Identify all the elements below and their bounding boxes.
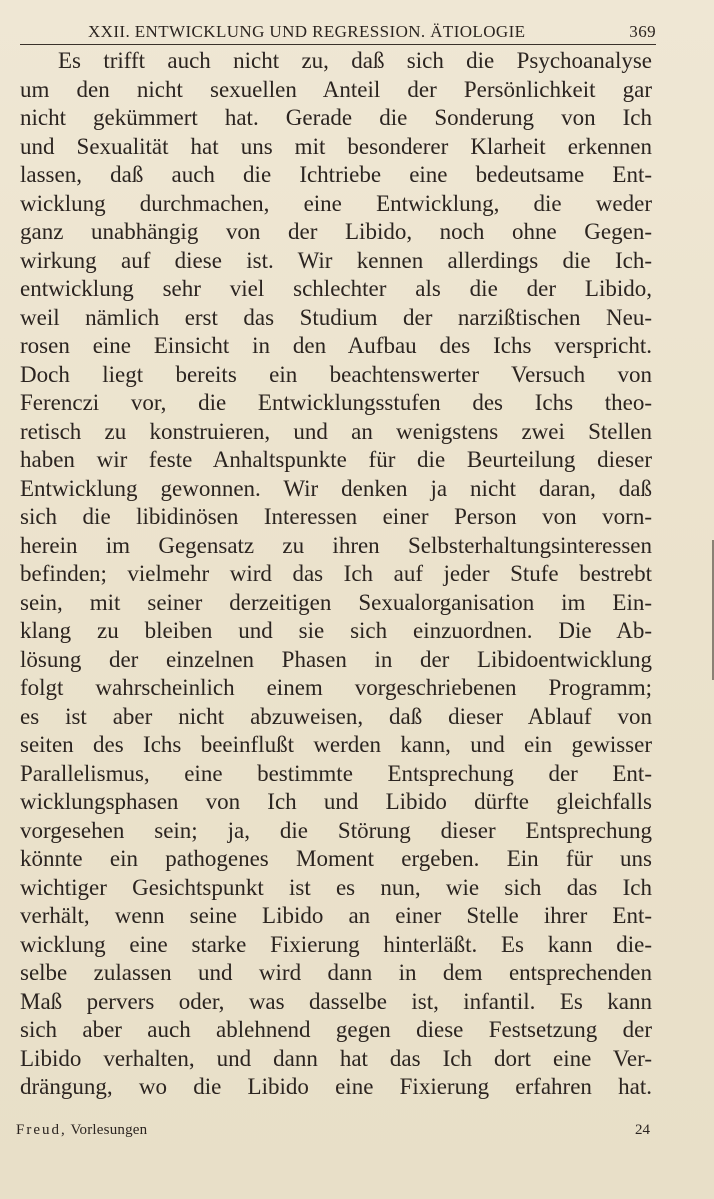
page-number: 369 — [629, 22, 656, 41]
text-line: nicht gekümmert hat. Gerade die Sonderung von Ich — [20, 105, 652, 130]
text-line: Maß pervers oder, was dasselbe ist, infantil. Es kann — [20, 988, 652, 1014]
text-line: ganz unabhängig von der Libido, noch ohne Gegen- — [20, 219, 652, 244]
text-line: weil nämlich erst das Studium der narzißtischen Neu- — [20, 304, 652, 330]
body-text — [20, 47, 652, 1102]
text-line: befinden; vielmehr wird das Ich auf jeder Stufe bestrebt — [20, 561, 652, 586]
page-footer — [16, 1122, 654, 1139]
text-line: Entwicklung gewonnen. Wir denken ja nicht daran, daß — [20, 475, 652, 501]
text-line: haben wir feste Anhaltspunkte für die Beurteilung dieser — [20, 447, 652, 472]
text-line: sich aber auch ablehnend gegen diese Festsetzung der — [20, 1017, 652, 1042]
text-line: sein, mit seiner derzeitigen Sexualorganisation im Ein- — [20, 589, 652, 615]
text-line: es ist aber nicht abzuweisen, daß dieser Ablauf von — [20, 703, 652, 729]
text-line: folgt wahrscheinlich einem vorgeschriebenen Programm; — [20, 675, 652, 700]
text-line: selbe zulassen und wird dann in dem entsprechenden — [20, 960, 652, 985]
text-line: retisch zu konstruieren, und an wenigstens zwei Stellen — [20, 418, 652, 444]
text-line: Doch liegt bereits ein beachtenswerter Versuch von — [20, 361, 652, 387]
text-line: klang zu bleiben und sie sich einzuordnen. Die Ab- — [20, 618, 652, 643]
text-line: lösung der einzelnen Phasen in der Libidoentwicklung — [20, 646, 652, 672]
text-line: Parallelismus, eine bestimmte Entsprechung der Ent- — [20, 760, 652, 786]
text-line: um den nicht sexuellen Anteil der Persönlichkeit gar — [20, 76, 652, 102]
text-line: herein im Gegensatz zu ihren Selbsterhaltungsinteressen — [20, 532, 652, 558]
text-line: lassen, daß auch die Ichtriebe eine bedeutsame Ent- — [20, 162, 652, 187]
signature-mark: 24 — [635, 1122, 650, 1138]
text-line: wichtiger Gesichtspunkt ist es nun, wie sich das Ich — [20, 874, 652, 900]
text-line: vorgesehen sein; ja, die Störung dieser Entsprechung — [20, 817, 652, 843]
text-line: Es trifft auch nicht zu, daß sich die Psychoanalyse — [58, 48, 652, 73]
text-line: wicklung eine starke Fixierung hinterläßt. Es kann die- — [20, 931, 652, 957]
text-line: Libido verhalten, und dann hat das Ich dort eine Ver- — [20, 1045, 652, 1071]
text-line: drängung, wo die Libido eine Fixierung erfahren hat. — [20, 1074, 652, 1099]
text-line: sich die libidinösen Interessen einer Person von vorn- — [20, 504, 652, 529]
text-line: und Sexualität hat uns mit besonderer Klarheit erkennen — [20, 133, 652, 159]
footer-author-work — [16, 1122, 147, 1139]
text-line: wicklung durchmachen, eine Entwicklung, die weder — [20, 190, 652, 216]
text-line: wirkung auf diese ist. Wir kennen allerdings die Ich- — [20, 247, 652, 273]
running-header — [20, 14, 656, 45]
text-line: verhält, wenn seine Libido an einer Stelle ihrer Ent- — [20, 903, 652, 928]
text-line: seiten des Ichs beeinflußt werden kann, und ein gewisser — [20, 732, 652, 757]
footer-work: Vorlesungen — [70, 1122, 148, 1138]
text-line: Ferenczi vor, die Entwicklungsstufen des Ichs theo- — [20, 390, 652, 415]
text-line: könnte ein pathogenes Moment ergeben. Ein für uns — [20, 846, 652, 871]
text-line: wicklungsphasen von Ich und Libido dürfte gleichfalls — [20, 789, 652, 814]
footer-author: Freud, — [16, 1122, 67, 1138]
text-line: entwicklung sehr viel schlechter als die der Libido, — [20, 276, 652, 301]
text-line: rosen eine Einsicht in den Aufbau des Ichs verspricht. — [20, 333, 652, 358]
running-title: XXII. ENTWICKLUNG UND REGRESSION. ÄTIOLOGIE — [88, 22, 526, 41]
